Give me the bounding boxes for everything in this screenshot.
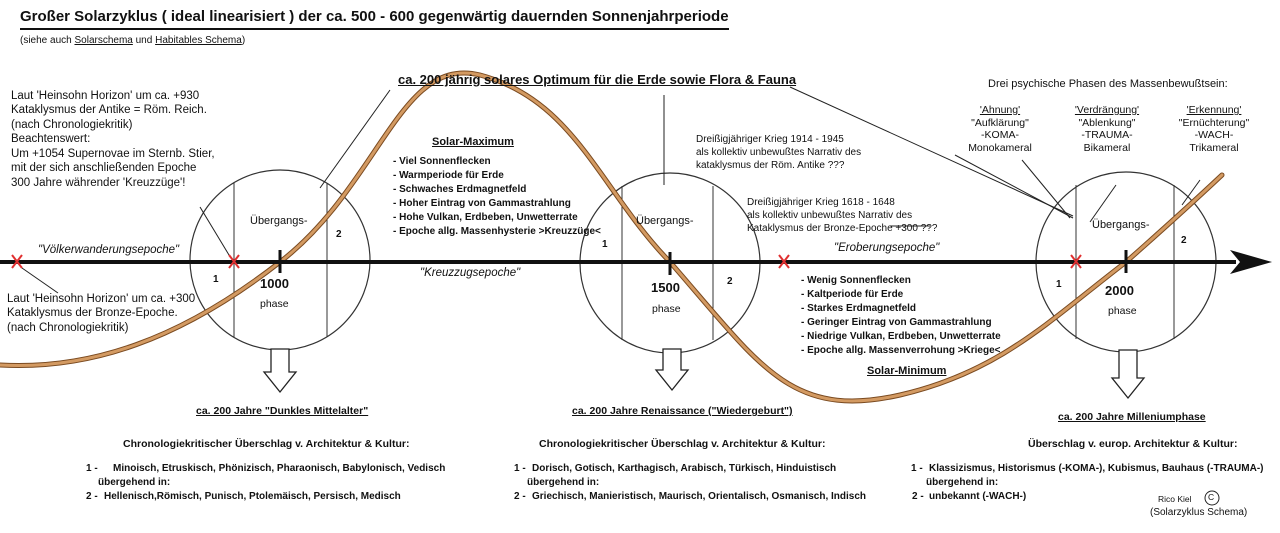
- subtitle: (siehe auch Solarschema und Habitables Schema): [20, 35, 246, 46]
- left-note-top: Laut 'Heinsohn Horizon' um ca. +930 Kataklysmus der Antike = Röm. Reich. (nach Chronologiekritik) Beachtenswert: Um +1054 Supernovae im Sternb. Stier, mit der sich anschließenden Epoche 300 Jahre währender 'Kreuzzüge'!: [11, 90, 215, 189]
- copyright-symbol: C: [1208, 492, 1215, 502]
- link-solarschema[interactable]: Solarschema: [74, 35, 133, 46]
- section-1-subheading: Chronologiekritischer Überschlag v. Architektur & Kultur:: [123, 438, 410, 450]
- psych-phase-2: 'Verdrängung' "Ablenkung" -TRAUMA- Bikameral: [1074, 104, 1140, 154]
- circle-2000-num2: 2: [1181, 235, 1187, 246]
- circle-2000-num1: 1: [1056, 279, 1062, 290]
- solar-min-list: - Wenig Sonnenflecken - Kaltperiode für Erde - Starkes Erdmagnetfeld - Geringer Eintrag von Gammastrahlung - Niedrige Vulkan, Erdbeben, Unwetterrate - Epoche allg. Massenverrohung >Kriege<: [801, 275, 1001, 356]
- circle-1500-transition: Übergangs-: [636, 215, 694, 227]
- section-2-item2: Griechisch, Manieristisch, Maurisch, Orientalisch, Osmanisch, Indisch: [532, 491, 866, 502]
- circle-1000-transition: Übergangs-: [250, 215, 308, 227]
- left-note-bottom: Laut 'Heinsohn Horizon' um ca. +300 Kataklysmus der Bronze-Epoche. (nach Chronologiekritik): [7, 293, 196, 334]
- optimum-label: ca. 200 jährig solares Optimum für die Erde sowie Flora & Fauna: [398, 72, 797, 87]
- down-arrows: [264, 349, 1144, 398]
- section-2-item1: Dorisch, Gotisch, Karthagisch, Arabisch, Türkisch, Hinduistisch: [532, 463, 837, 474]
- section-1-transition: übergehend in:: [98, 477, 171, 488]
- section-2-item1-num: 1 -: [514, 463, 526, 474]
- section-3-transition: übergehend in:: [926, 477, 999, 488]
- section-1-item2-num: 2 -: [86, 491, 98, 502]
- section-3-item1-num: 1 -: [911, 463, 923, 474]
- circle-1000-year: 1000: [260, 276, 289, 291]
- circle-1500-num2: 2: [727, 276, 733, 287]
- section-1-item1-num: 1 -: [86, 463, 98, 474]
- section-2-subheading: Chronologiekritischer Überschlag v. Architektur & Kultur:: [539, 438, 826, 450]
- section-1-item2: Hellenisch,Römisch, Punisch, Ptolemäisch, Persisch, Medisch: [104, 491, 401, 502]
- solar-max-list: - Viel Sonnenflecken - Warmperiode für Erde - Schwaches Erdmagnetfeld - Hoher Eintrag von Gammastrahlung - Hohe Vulkan, Erdbeben, Unwetterrate - Epoche allg. Massenhysterie >Kreuzzüge<: [393, 156, 601, 237]
- section-3-subheading: Überschlag v. europ. Architektur & Kultur:: [1028, 438, 1238, 450]
- section-1-heading: ca. 200 Jahre "Dunkles Mittelalter": [196, 405, 369, 417]
- section-3-heading: ca. 200 Jahre Milleniumphase: [1058, 411, 1206, 423]
- epoch-voelkerwanderung: "Völkerwanderungsepoche": [38, 244, 180, 256]
- circle-1000-num2: 2: [336, 229, 342, 240]
- section-2-heading: ca. 200 Jahre Renaissance ("Wiedergeburt"): [572, 405, 793, 417]
- circle-1500-year: 1500: [651, 280, 680, 295]
- section-3-item2: unbekannt (-WACH-): [929, 491, 1027, 502]
- circle-1000-phase: phase: [260, 298, 289, 310]
- section-2-item2-num: 2 -: [514, 491, 526, 502]
- signature-name: Rico Kiel: [1158, 494, 1192, 504]
- circle-1500-num1: 1: [602, 239, 608, 250]
- circle-2000-phase: phase: [1108, 305, 1137, 317]
- war-note-1: Dreißigjähriger Krieg 1914 - 1945 als kollektiv unbewußtes Narrativ des kataklysmus der Röm. Antike ???: [696, 134, 862, 171]
- solar-max-title: Solar-Maximum: [432, 136, 514, 148]
- section-3-item1: Klassizismus, Historismus (-KOMA-), Kubismus, Bauhaus (-TRAUMA-): [929, 463, 1264, 474]
- epoch-eroberung: "Eroberungsepoche": [834, 242, 940, 254]
- psych-phase-3: 'Erkennung' "Ernüchterung" -WACH- Trikameral: [1178, 104, 1250, 154]
- solar-min-title: Solar-Minimum: [867, 365, 947, 377]
- circle-1000-num1: 1: [213, 274, 219, 285]
- circle-1500-phase: phase: [652, 303, 681, 315]
- circle-2000-year: 2000: [1105, 283, 1134, 298]
- page-title: Großer Solarzyklus ( ideal linearisiert ) der ca. 500 - 600 gegenwärtig dauernden Sonnenjahrperiode: [20, 8, 729, 30]
- signature-caption: (Solarzyklus Schema): [1150, 507, 1248, 518]
- section-3-item2-num: 2 -: [912, 491, 924, 502]
- epoch-kreuzzug: "Kreuzzugsepoche": [420, 267, 521, 279]
- psych-phase-1: 'Ahnung' "Aufklärung" -KOMA- Monokameral: [968, 104, 1032, 154]
- link-habitables-schema[interactable]: Habitables Schema: [155, 35, 242, 46]
- section-1-item1: Minoisch, Etruskisch, Phönizisch, Pharaonisch, Babylonisch, Vedisch: [113, 463, 446, 474]
- psych-phases-title: Drei psychische Phasen des Massenbewußtsein:: [988, 78, 1228, 90]
- circle-2000-transition: Übergangs-: [1092, 219, 1150, 231]
- section-2-transition: übergehend in:: [527, 477, 600, 488]
- war-note-2: Dreißigjähriger Krieg 1618 - 1648 als kollektiv unbewußtes Narrativ des Kataklysmus der Bronze-Epoche +300 ???: [747, 197, 938, 234]
